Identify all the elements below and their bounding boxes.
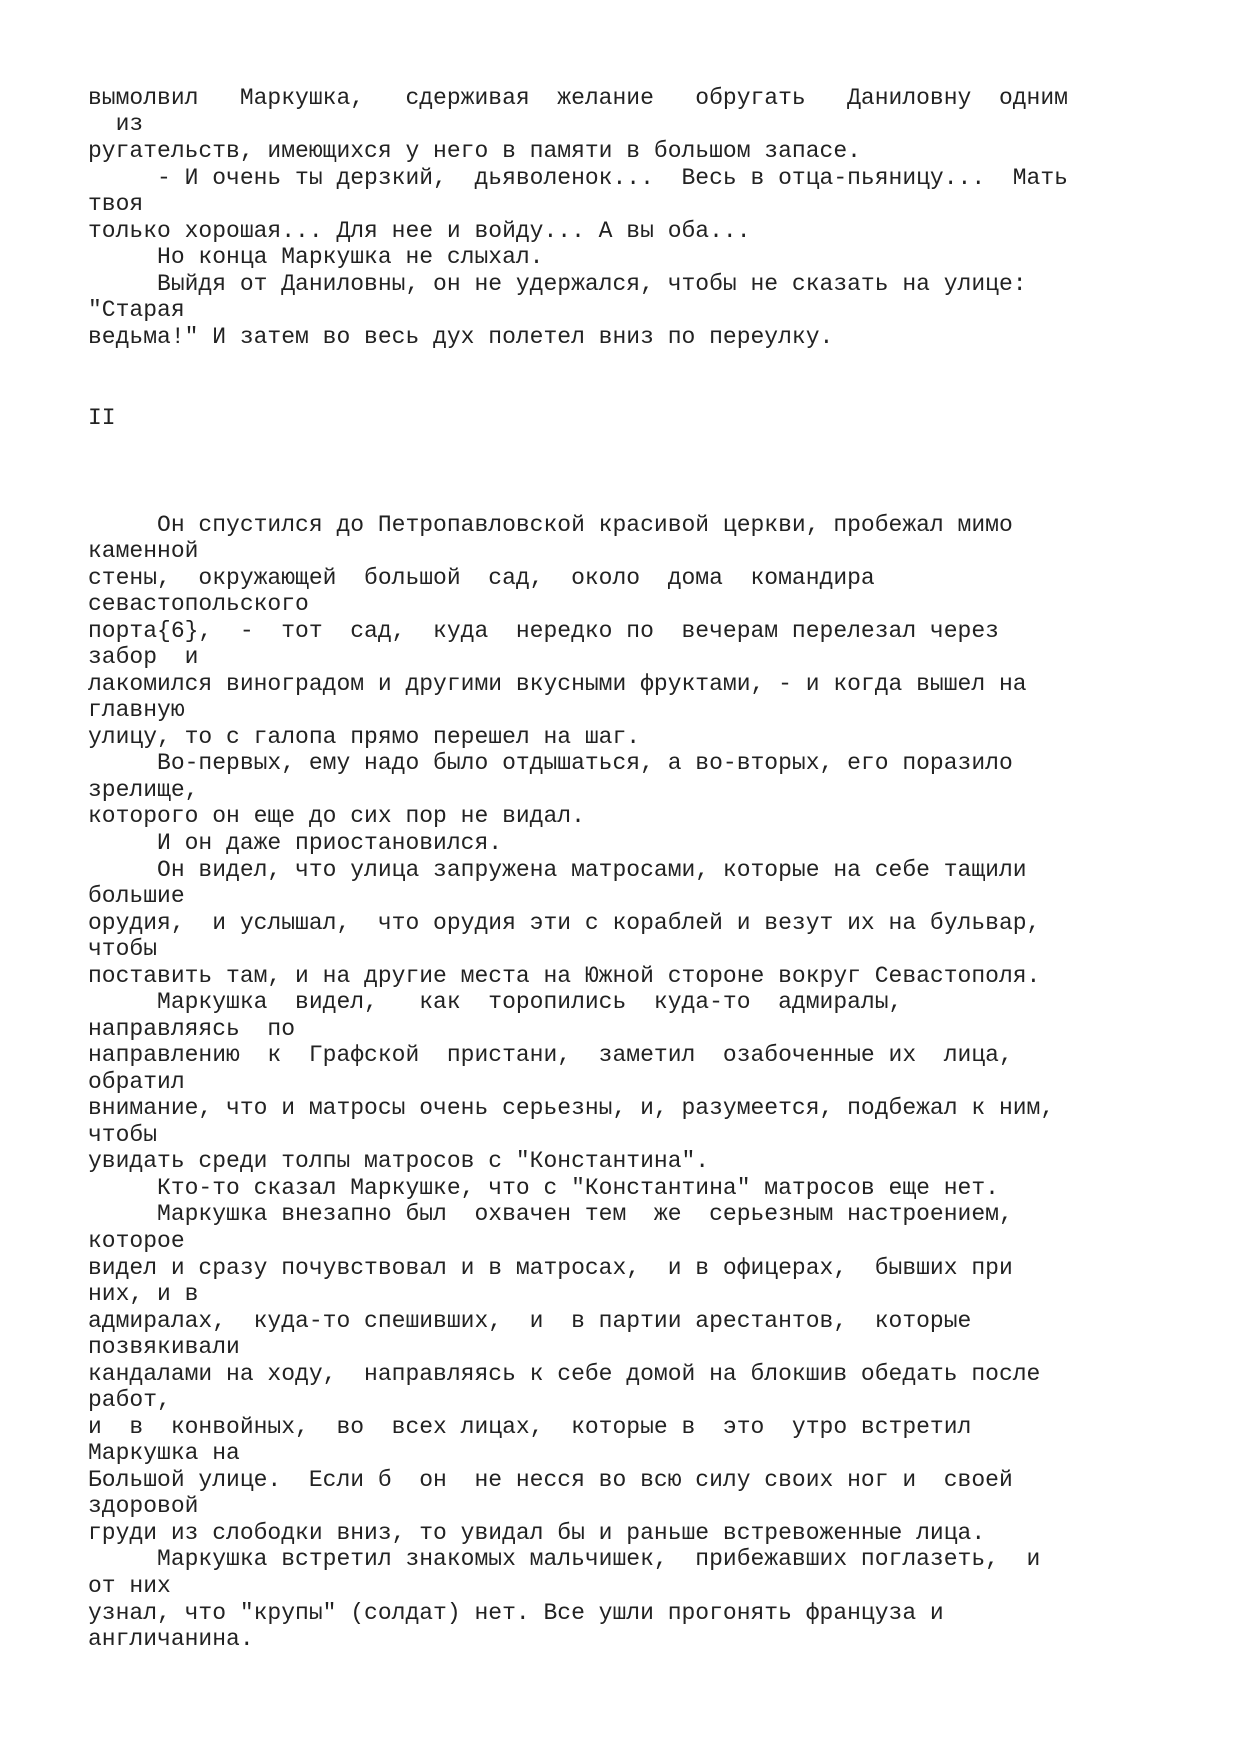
text-line: Во-первых, ему надо было отдышаться, а во-вторых, его поразило [88, 750, 1013, 776]
text-line: только хорошая... Для нее и войду... А вы оба... [88, 218, 751, 244]
text-line: направлению к Графской пристани, заметил озабоченные их лица, [88, 1042, 1013, 1068]
text-line: каменной [88, 538, 199, 564]
text-line: адмиралах, куда-то спешивших, и в партии арестантов, которые [88, 1308, 972, 1334]
text-line: внимание, что и матросы очень серьезны, и, разумеется, подбежал к ним, [88, 1095, 1055, 1121]
text-line: обратил [88, 1069, 185, 1095]
text-line: севастопольского [88, 591, 309, 617]
text-line: "Старая [88, 297, 185, 323]
text-line: увидать среди толпы матросов с "Константина". [88, 1148, 710, 1174]
text-line: твоя [88, 191, 144, 217]
text-line: лакомился виноградом и другими вкусными фруктами, - и когда вышел на [88, 671, 1027, 697]
text-line: которое [88, 1228, 185, 1254]
text-line: Он спустился до Петропавловской красивой церкви, пробежал мимо [88, 512, 1013, 538]
text-line: из [88, 111, 144, 137]
text-line: Но конца Маркушка не слыхал. [88, 244, 544, 270]
text-line: ведьма!" И затем во весь дух полетел вниз по переулку. [88, 324, 834, 350]
text-line: чтобы [88, 936, 158, 962]
text-line: от них [88, 1573, 171, 1599]
text-line: них, и в [88, 1281, 199, 1307]
text-line: позвякивали [88, 1334, 240, 1360]
text-line: которого он еще до сих пор не видал. [88, 803, 585, 829]
text-line: вымолвил Маркушка, сдерживая желание обругать Даниловну одним [88, 85, 1068, 111]
text-line: Маркушка встретил знакомых мальчишек, прибежавших поглазеть, и [88, 1546, 1041, 1572]
text-line: зрелище, [88, 777, 199, 803]
text-line: чтобы [88, 1122, 158, 1148]
text-line: Маркушка видел, как торопились куда-то адмиралы, [88, 989, 903, 1015]
text-line: Маркушка внезапно был охвачен тем же серьезным настроением, [88, 1201, 1013, 1227]
text-line: ругательств, имеющихся у него в памяти в большом запасе. [88, 138, 861, 164]
text-line: Он видел, что улица запружена матросами, которые на себе тащили [88, 857, 1027, 883]
text-line: поставить там, и на другие места на Южной стороне вокруг Севастополя. [88, 963, 1041, 989]
text-line: Кто-то сказал Маркушке, что с "Константина" матросов еще нет. [88, 1175, 999, 1201]
text-line: Выйдя от Даниловны, он не удержался, чтобы не сказать на улице: [88, 271, 1027, 297]
text-line: орудия, и услышал, что орудия эти с кораблей и везут их на бульвар, [88, 910, 1041, 936]
chapter-heading: II [88, 405, 116, 431]
text-line: большие [88, 883, 185, 909]
text-line: - И очень ты дерзкий, дьяволенок... Весь в отца-пьяницу... Мать [88, 165, 1068, 191]
text-line: И он даже приостановился. [88, 830, 503, 856]
text-line: видел и сразу почувствовал и в матросах, и в офицерах, бывших при [88, 1255, 1013, 1281]
text-line: Большой улице. Если б он не несся во всю силу своих ног и своей [88, 1467, 1013, 1493]
text-line: здоровой [88, 1493, 199, 1519]
text-line: и в конвойных, во всех лицах, которые в это утро встретил [88, 1414, 972, 1440]
text-line: кандалами на ходу, направляясь к себе домой на блокшив обедать после [88, 1361, 1041, 1387]
text-line: направляясь по [88, 1016, 296, 1042]
text-line: узнал, что "крупы" (солдат) нет. Все ушли прогонять француза и [88, 1600, 944, 1626]
text-line: Маркушка на [88, 1440, 240, 1466]
text-line: забор и [88, 644, 199, 670]
text-line: порта{6}, - тот сад, куда нередко по вечерам перелезал через [88, 618, 999, 644]
text-line: главную [88, 697, 185, 723]
text-line: улицу, то с галопа прямо перешел на шаг. [88, 724, 641, 750]
text-line: англичанина. [88, 1626, 254, 1652]
text-line: работ, [88, 1387, 171, 1413]
text-line: груди из слободки вниз, то увидал бы и раньше встревоженные лица. [88, 1520, 986, 1546]
text-line: стены, окружающей большой сад, около дома командира [88, 565, 875, 591]
